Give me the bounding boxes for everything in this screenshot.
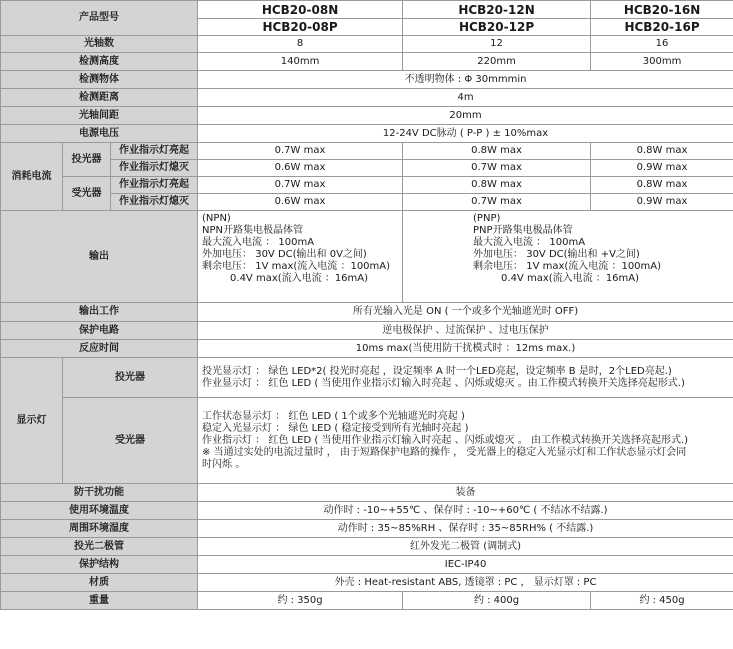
weight-row — [1, 592, 733, 610]
output-op-label: 输出工作 — [1, 303, 198, 322]
npn-line-2: NPN开路集电极晶体管 — [202, 225, 304, 236]
response-label: 反应时间 — [1, 340, 198, 358]
model-12n: HCB20-12N — [403, 1, 591, 19]
diode-row — [1, 538, 733, 556]
anti-label: 防干扰功能 — [1, 484, 198, 502]
indicator-receiver-line-3: 作业指示灯 ： 红色 LED ( 当使用作业指示灯输入时亮起 、闪烁或熄灭 。 由工作模式转换开关选择亮起形式.) — [202, 434, 689, 446]
pnp-line-2: PNP开路集电极晶体管 — [473, 225, 573, 236]
protection-label: 保护电路 — [1, 322, 198, 340]
model-12p: HCB20-12P — [403, 19, 591, 36]
indicator-receiver-text — [198, 398, 733, 484]
humidity-row — [1, 520, 733, 538]
model-08n: HCB20-08N — [198, 1, 403, 19]
emitter-on-label: 作业指示灯亮起 — [111, 143, 198, 160]
pitch-value: 20mm — [198, 107, 733, 125]
distance-value: 4m — [198, 89, 733, 107]
model-label: 产品型号 — [1, 1, 198, 36]
indicator-emitter-row — [1, 358, 733, 398]
emitter-off-08: 0.6W max — [198, 160, 403, 177]
material-value: 外壳 : Heat-resistant ABS, 透镜罩 : PC ， 显示灯罩 : PC — [198, 574, 733, 592]
anti-row — [1, 484, 733, 502]
diode-value: 红外发光二极管 (调制式) — [198, 538, 733, 556]
response-value: 10ms max(当使用防干扰模式时 ：12ms max.) — [198, 340, 733, 358]
weight-label: 重量 — [1, 592, 198, 610]
axes-row — [1, 36, 733, 53]
emitter-off-16: 0.9W max — [591, 160, 733, 177]
object-row — [1, 71, 733, 89]
response-row — [1, 340, 733, 358]
consumption-receiver-label: 受光器 — [63, 177, 111, 211]
output-npn — [198, 211, 403, 303]
pnp-line-4: 外加电压： 30V DC(输出和 +V之间) — [473, 249, 640, 260]
consumption-label: 消耗电流 — [1, 143, 63, 211]
consumption-emitter-label: 投光器 — [63, 143, 111, 177]
output-label: 输出 — [1, 211, 198, 303]
humidity-value: 动作时 : 35~85%RH 、保存时 : 35~85RH% ( 不结露.) — [198, 520, 733, 538]
output-op-value: 所有光输入光是 ON ( 一个或多个光轴遮光时 OFF) — [198, 303, 733, 322]
pnp-line-6: 0.4V max(流入电流 ：16mA) — [501, 273, 640, 284]
axes-label: 光轴数 — [1, 36, 198, 53]
indicator-receiver-label: 受光器 — [63, 398, 198, 484]
structure-value: IEC-IP40 — [198, 556, 733, 574]
power-row — [1, 125, 733, 143]
weight-08: 约 : 350g — [198, 592, 403, 610]
npn-line-4: 外加电压： 30V DC(输出和 0V之间) — [202, 249, 367, 260]
indicator-receiver-row — [1, 398, 733, 484]
receiver-off-08: 0.6W max — [198, 194, 403, 211]
pitch-label: 光轴间距 — [1, 107, 198, 125]
distance-label: 检测距离 — [1, 89, 198, 107]
material-label: 材质 — [1, 574, 198, 592]
output-op-row — [1, 303, 733, 322]
pnp-line-3: 最大流入电流 ： 100mA — [473, 237, 586, 248]
diode-label: 投光二极管 — [1, 538, 198, 556]
anti-value: 装备 — [198, 484, 733, 502]
output-pnp — [403, 211, 733, 303]
temp-label: 使用环境温度 — [1, 502, 198, 520]
pitch-row — [1, 107, 733, 125]
receiver-on-08: 0.7W max — [198, 177, 403, 194]
object-value: 不透明物体 : Φ 30mmmin — [198, 71, 733, 89]
receiver-off-label: 作业指示灯熄灭 — [111, 194, 198, 211]
receiver-on-12: 0.8W max — [403, 177, 591, 194]
output-row — [1, 211, 733, 303]
structure-row — [1, 556, 733, 574]
axes-12: 12 — [403, 36, 591, 53]
emitter-on-08: 0.7W max — [198, 143, 403, 160]
indicator-receiver-line-2: 稳定入光显示灯 ： 绿色 LED ( 稳定接受到所有光轴时亮起 ) — [202, 422, 469, 434]
power-label: 电源电压 — [1, 125, 198, 143]
emitter-on-12: 0.8W max — [403, 143, 591, 160]
distance-row — [1, 89, 733, 107]
npn-line-6: 0.4V max(流入电流 ：16mA) — [230, 273, 369, 284]
current-emitter-on-row — [1, 143, 733, 160]
structure-label: 保护结构 — [1, 556, 198, 574]
emitter-off-label: 作业指示灯熄灭 — [111, 160, 198, 177]
indicator-label: 显示灯 — [1, 358, 63, 484]
temp-row — [1, 502, 733, 520]
axes-08: 8 — [198, 36, 403, 53]
receiver-off-12: 0.7W max — [403, 194, 591, 211]
model-08p: HCB20-08P — [198, 19, 403, 36]
current-emitter-off-row — [1, 160, 733, 177]
height-16: 300mm — [591, 53, 733, 71]
indicator-receiver-line-1: 工作状态显示灯 ： 红色 LED ( 1个或多个光轴遮光时亮起 ) — [202, 410, 465, 422]
model-16n: HCB20-16N — [591, 1, 733, 19]
power-value: 12-24V DC脉动 ( P-P ) ± 10%max — [198, 125, 733, 143]
axes-16: 16 — [591, 36, 733, 53]
height-08: 140mm — [198, 53, 403, 71]
receiver-on-label: 作业指示灯亮起 — [111, 177, 198, 194]
emitter-on-16: 0.8W max — [591, 143, 733, 160]
indicator-emitter-text — [198, 358, 733, 398]
receiver-off-16: 0.9W max — [591, 194, 733, 211]
current-receiver-on-row — [1, 177, 733, 194]
receiver-on-16: 0.8W max — [591, 177, 733, 194]
protection-value: 逆电极保护 、过流保护 、过电压保护 — [198, 322, 733, 340]
npn-line-5: 剩余电压： 1V max(流入电流 ：100mA) — [202, 261, 391, 272]
emitter-off-12: 0.7W max — [403, 160, 591, 177]
model-16p: HCB20-16P — [591, 19, 733, 36]
humidity-label: 周围环境湿度 — [1, 520, 198, 538]
material-row — [1, 574, 733, 592]
model-row-npn — [1, 1, 733, 19]
indicator-emitter-line-2: 作业显示灯 ： 红色 LED ( 当使用作业指示灯输入时亮起 、闪烁或熄灭 。由工作模式转换开关选择亮起形式.) — [202, 377, 685, 389]
weight-16: 约 : 450g — [591, 592, 733, 610]
temp-value: 动作时 : -10~+55℃ 、保存时 : -10~+60℃ ( 不结冰不结露.) — [198, 502, 733, 520]
npn-line-1: (NPN) — [202, 213, 231, 224]
pnp-line-1: (PNP) — [473, 213, 501, 224]
indicator-receiver-line-5: 时闪烁 。 — [202, 458, 246, 470]
protection-row — [1, 322, 733, 340]
indicator-emitter-line-1: 投光显示灯 ： 绿色 LED*2( 投光时亮起 ，设定频率 A 时一个LED亮起，设定频率 B 是时，2个LED亮起.) — [202, 365, 672, 377]
indicator-emitter-label: 投光器 — [63, 358, 198, 398]
object-label: 检测物体 — [1, 71, 198, 89]
current-receiver-off-row — [1, 194, 733, 211]
pnp-line-5: 剩余电压： 1V max(流入电流 ：100mA) — [473, 261, 662, 272]
weight-12: 约 : 400g — [403, 592, 591, 610]
height-row — [1, 53, 733, 71]
npn-line-3: 最大流入电流 ： 100mA — [202, 237, 315, 248]
height-12: 220mm — [403, 53, 591, 71]
indicator-receiver-line-4: ※ 当通过实处的电流过量时 ， 由于短路保护电路的操作 ， 受光器上的稳定入光显示灯和工作状态显示灯会同 — [202, 446, 687, 458]
height-label: 检测高度 — [1, 53, 198, 71]
